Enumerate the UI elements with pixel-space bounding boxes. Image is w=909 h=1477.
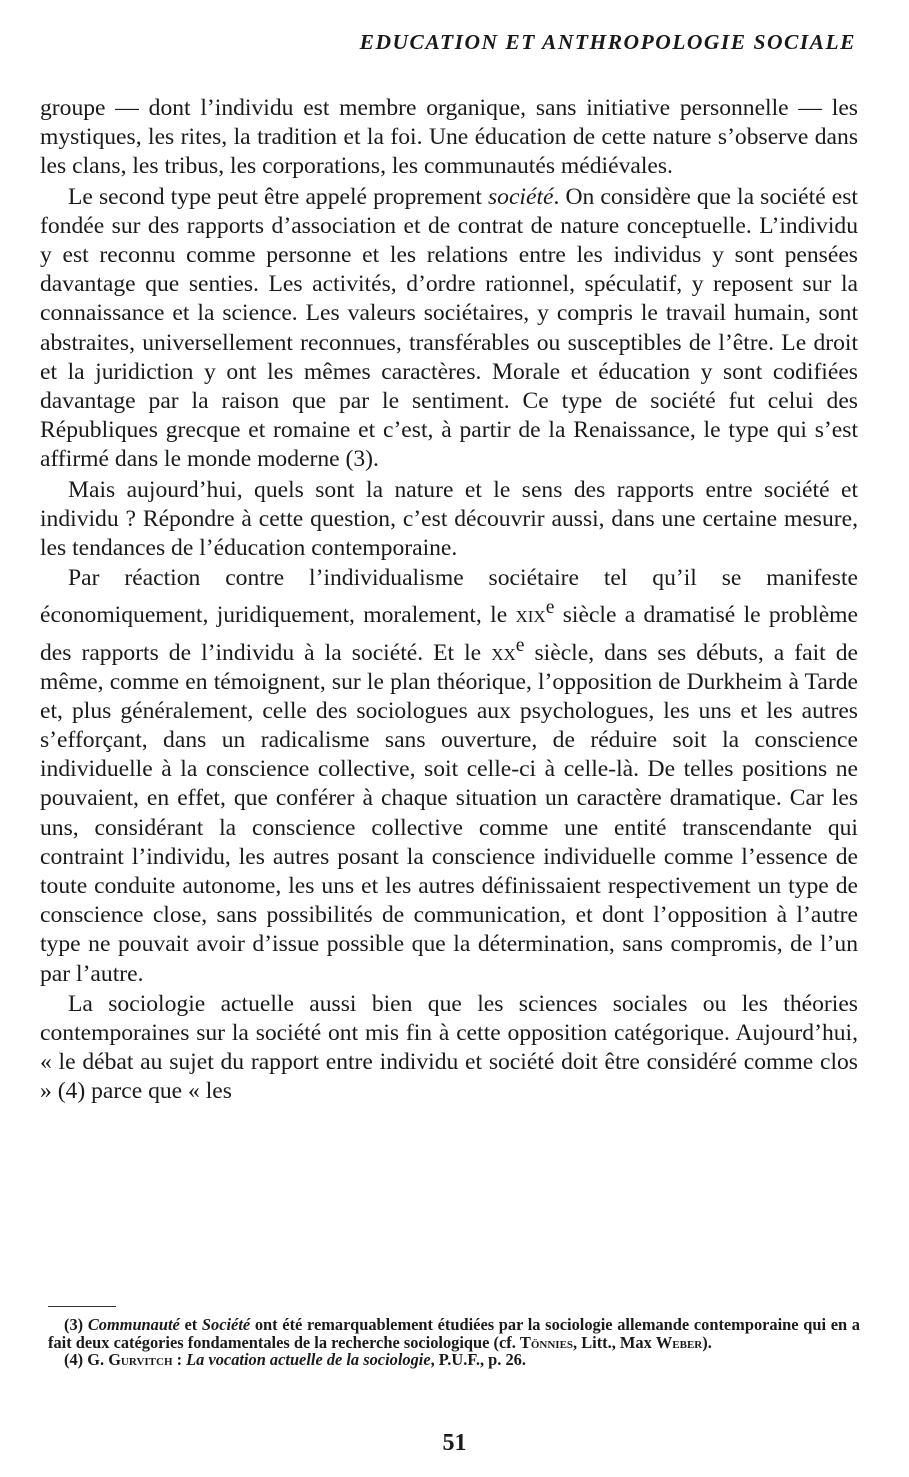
paragraph-2: [40, 183, 858, 475]
footnote-3-number: (3): [64, 1315, 84, 1334]
main-text: [40, 94, 858, 1107]
footnote-4-initial: G.: [87, 1350, 109, 1369]
paragraph-1: groupe — dont l’individu est membre organique, sans initiative personnelle — les mystiques, les rites, la tradition et la foi. Une éducation de cette nature s’observe dans les clans, les tribus, les corporations, les communautés médiévales.: [40, 95, 858, 180]
century-20: xx: [491, 639, 516, 666]
footnote-3-text: ont été remarquablement étudiées par la sociologie allemande contemporaine qui en a fait deux catégories fondamentales de la recherche sociologique (cf.: [48, 1315, 860, 1352]
footnote-3-term-1: Communauté: [87, 1315, 180, 1334]
paragraph-4-text-a: Par réaction contre l’individualisme sociétaire tel qu’il se manifeste économiquement, juridiquement, moralement, le: [40, 565, 858, 629]
running-title: EDUCATION ET ANTHROPOLOGIE SOCIALE: [359, 30, 856, 54]
footnote-4-end: , P.U.F., p. 26.: [430, 1350, 526, 1369]
paragraph-4-text-b: siècle a dramatisé le problème des rapports de l’individu à la société. Et le: [40, 602, 858, 666]
paragraph-4-text-c: siècle, dans ses débuts, a fait de même, comme en témoignent, sur le plan théorique, l’opposition de Durkheim à Tarde et, plus généralement, celle des sociologues aux psychologues, les uns et les autres s’efforçant, dans un radicalisme sans ouverture, de réduire soit la conscience individuelle à la conscience collective, soit celle-ci à celle-là. De telles positions ne pouvaient, en effet, que conférer à chaque situation un caractère dramatique. Car les uns, considérant la conscience collective comme une entité transcendante qui contraint l’individu, les autres posant la conscience individuelle comme l’essence de toute conduite autonome, les uns et les autres définissaient respectivement un type de conscience close, sans possibilités de communication, et dont l’opposition à l’autre type ne pouvait avoir d’issue possible que la détermination, sans compromis, de l’un par l’autre.: [40, 639, 858, 987]
footnote-4: [48, 1351, 860, 1369]
term-societe: société: [487, 183, 554, 210]
page-number: 51: [442, 1430, 467, 1456]
footnote-3-end: ).: [702, 1332, 712, 1352]
footnote-divider: [48, 1306, 116, 1307]
footnote-3-author-1: Tönnies: [519, 1332, 574, 1352]
century-19: xix: [515, 602, 546, 629]
paragraph-3: Mais aujourd’hui, quels sont la nature et le sens des rapports entre société et individu ? Répondre à cette question, c’est découvrir aussi, dans une certaine mesure, les tendances de l’éducation contemporaine.: [40, 476, 858, 562]
footnote-3-mid: , Litt., Max: [573, 1332, 656, 1352]
footnote-4-author: Gurvitch: [108, 1350, 173, 1369]
footnote-4-title: La vocation actuelle de la sociologie: [186, 1350, 431, 1369]
paragraph-5: La sociologie actuelle aussi bien que les sciences sociales ou les théories contemporaines sur la société ont mis fin à cette opposition catégorique. Aujourd’hui, « le débat au sujet du rapport entre individu et société doit être considéré comme clos » (4) parce que « les: [40, 990, 858, 1105]
footnote-3-and: et: [179, 1315, 202, 1334]
century-19-suffix: e: [545, 596, 555, 619]
footnote-3: [48, 1316, 860, 1351]
footnote-3-term-2: Société: [201, 1315, 251, 1334]
footnotes: [48, 1316, 860, 1369]
century-20-suffix: e: [515, 633, 525, 656]
footnote-4-colon: :: [172, 1350, 187, 1369]
paragraph-2-text-b: . On considère que la société est fondée sur des rapports d’association et de contrat de nature conceptuelle. L’individu y est reconnu comme personne et les relations entre les individus y sont pensées davantage que senties. Les activités, d’ordre rationnel, spéculatif, y reposent sur la connaissance et la science. Les valeurs sociétaires, y compris le travail humain, sont abstraites, universellement reconnues, transférables ou susceptibles de l’être. Le droit et la juridiction y ont les mêmes caractères. Morale et éducation y sont codifiées davantage par la raison que par le sentiment. Ce type de société fut celui des Républiques grecque et romaine et c’est, à partir de la Renaissance, le type qui s’est affirmé dans le monde moderne (3).: [40, 183, 858, 473]
paragraph-4: [40, 564, 858, 989]
paragraph-2-text-a: Le second type peut être appelé proprement: [68, 183, 488, 210]
footnote-3-author-2: Weber: [655, 1332, 703, 1352]
footnote-4-number: (4): [64, 1350, 84, 1369]
